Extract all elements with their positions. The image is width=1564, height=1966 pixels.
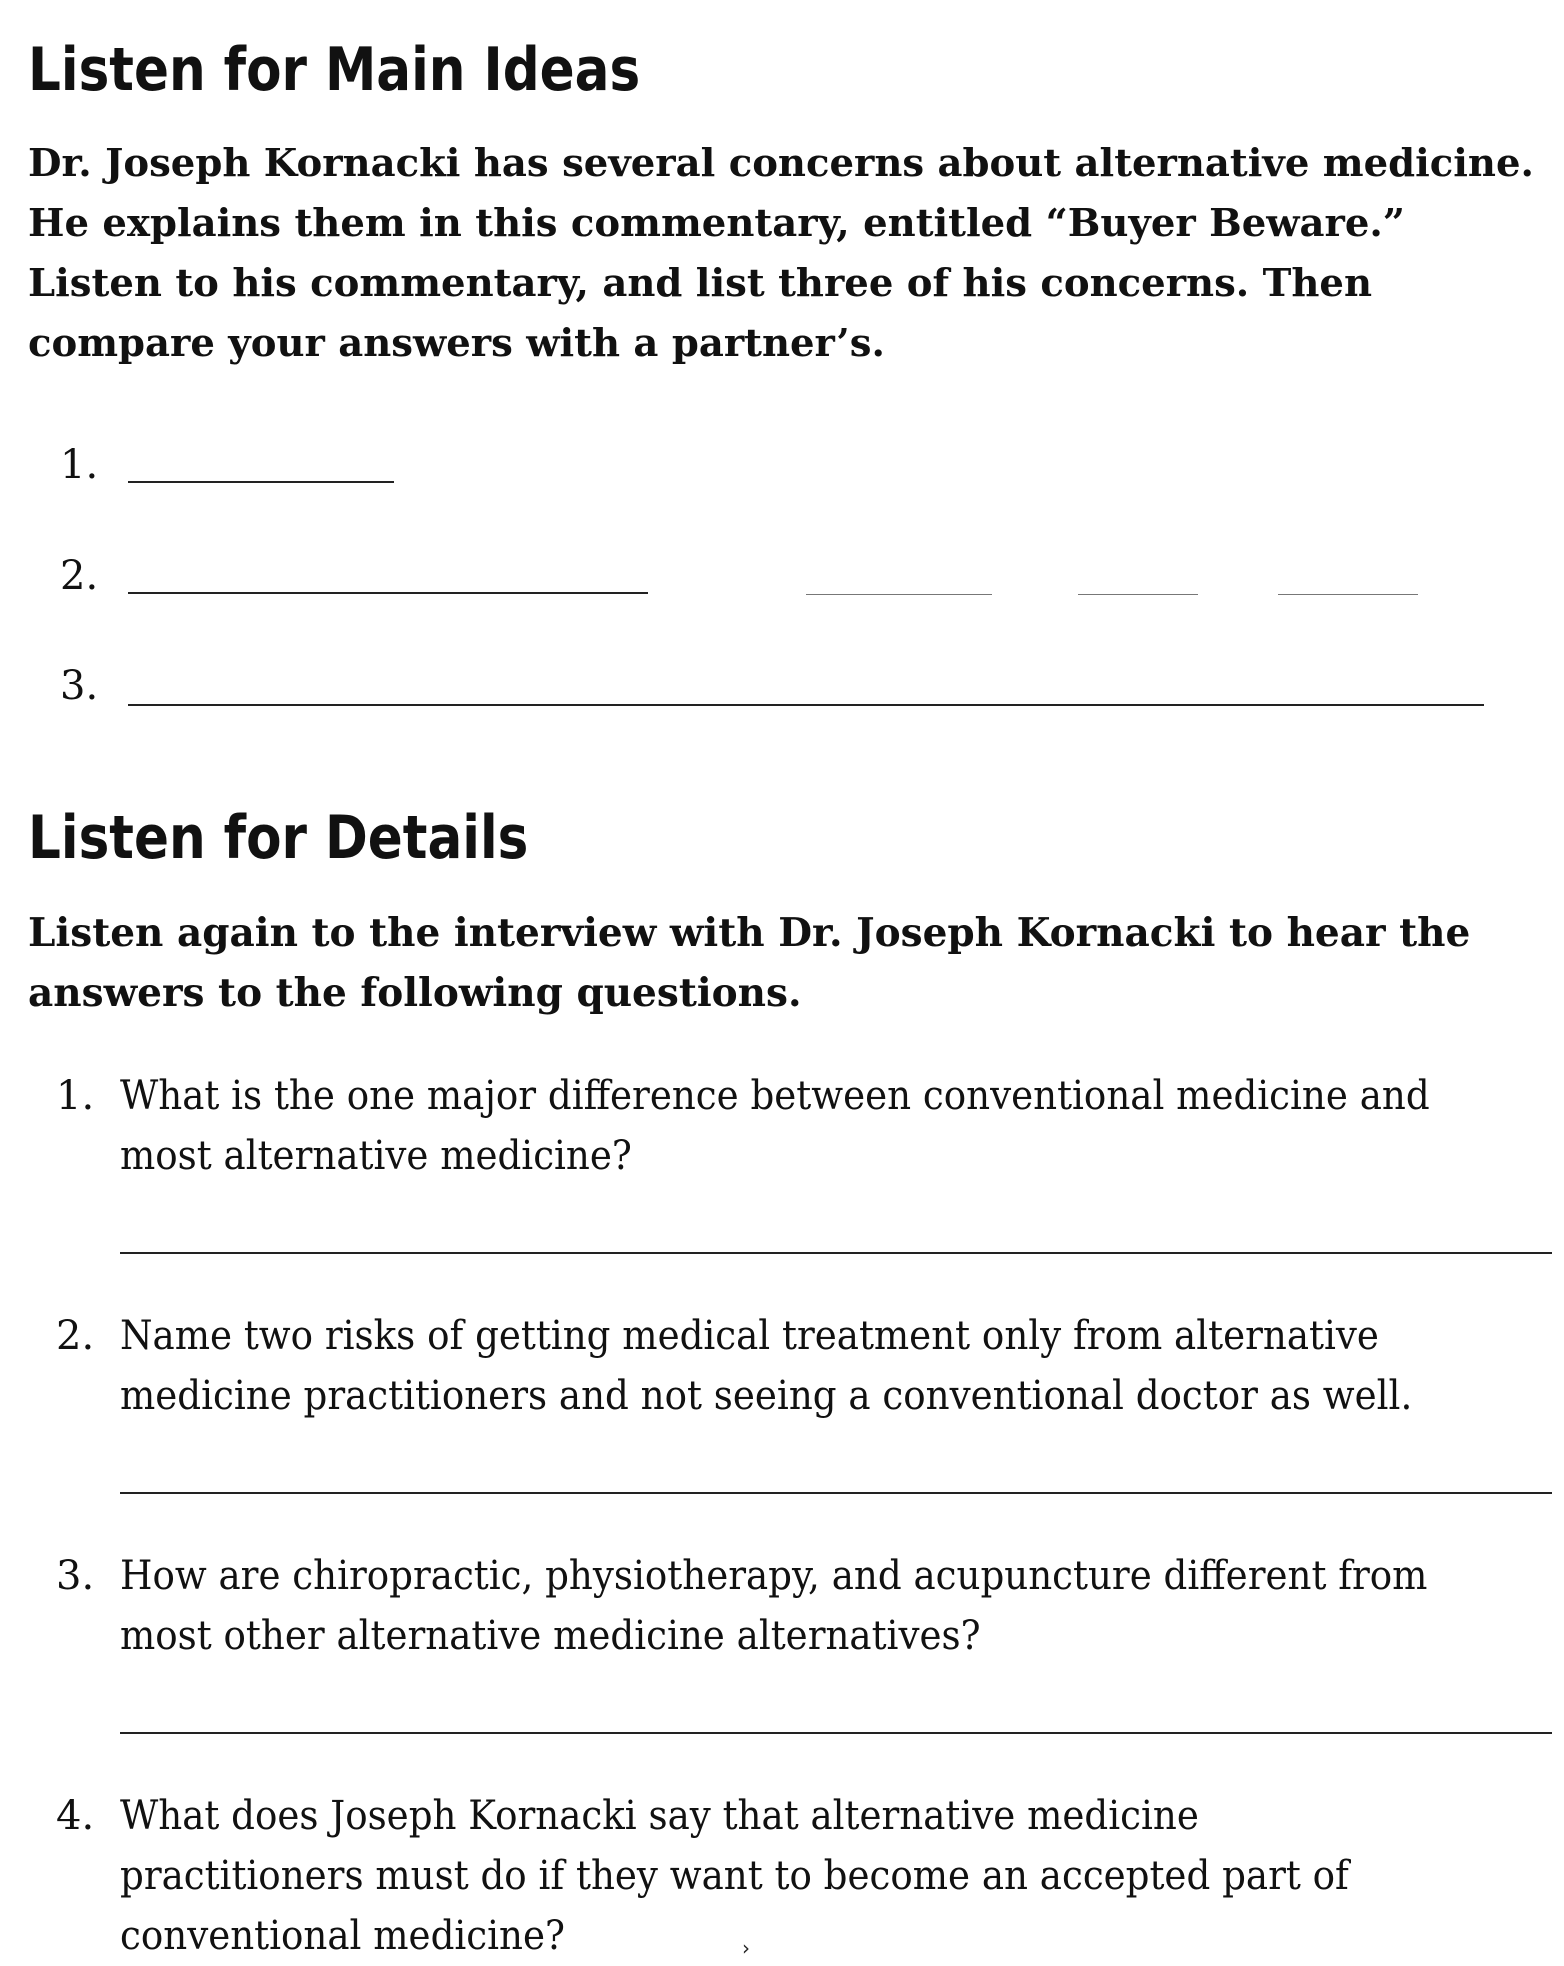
question-3-number: 3.	[56, 1553, 95, 1599]
main-ideas-item-1-number: 1.	[60, 442, 99, 488]
main-ideas-item-3-number: 3.	[60, 663, 99, 709]
main-ideas-instructions: Dr. Joseph Kornacki has several concerns about alternative medicine. He explains them in this commentary, entitled “Buyer Beware.” Listen to his commentary, and list three of his concerns. Then compare your answers with a partner’s.	[28, 141, 1534, 366]
faint-dash	[1278, 594, 1418, 595]
main-ideas-answer-2-line[interactable]	[128, 592, 648, 594]
question-2-number: 2.	[56, 1313, 95, 1359]
question-4-number: 4.	[56, 1793, 95, 1839]
question-1-text: What is the one major difference between conventional medicine and most alternative medicine?	[120, 1073, 1430, 1179]
details-instructions: Listen again to the interview with Dr. Joseph Kornacki to hear the answers to the following questions.	[28, 910, 1471, 1016]
details-heading: Listen for Details	[28, 803, 529, 873]
faint-dash	[806, 594, 992, 595]
question-3-answer-line[interactable]	[120, 1732, 1552, 1734]
print-speck: ›	[742, 1936, 750, 1960]
question-2-text: Name two risks of getting medical treatment only from alternative medicine practitioners and not seeing a conventional doctor as well.	[120, 1313, 1413, 1419]
main-ideas-item-2-number: 2.	[60, 553, 99, 599]
question-2-answer-line[interactable]	[120, 1492, 1552, 1494]
question-1-answer-line[interactable]	[120, 1252, 1552, 1254]
main-ideas-heading: Listen for Main Ideas	[28, 35, 641, 105]
question-4-text: What does Joseph Kornacki say that alternative medicine practitioners must do if they want to become an accepted part of conventional medicine?	[120, 1793, 1349, 1959]
main-ideas-answer-1-line[interactable]	[128, 481, 394, 483]
question-3-text: How are chiropractic, physiotherapy, and acupuncture different from most other alternative medicine alternatives?	[120, 1553, 1428, 1659]
faint-dash	[1078, 594, 1198, 595]
question-1-number: 1.	[56, 1073, 95, 1119]
main-ideas-answer-3-line[interactable]	[128, 704, 1484, 706]
